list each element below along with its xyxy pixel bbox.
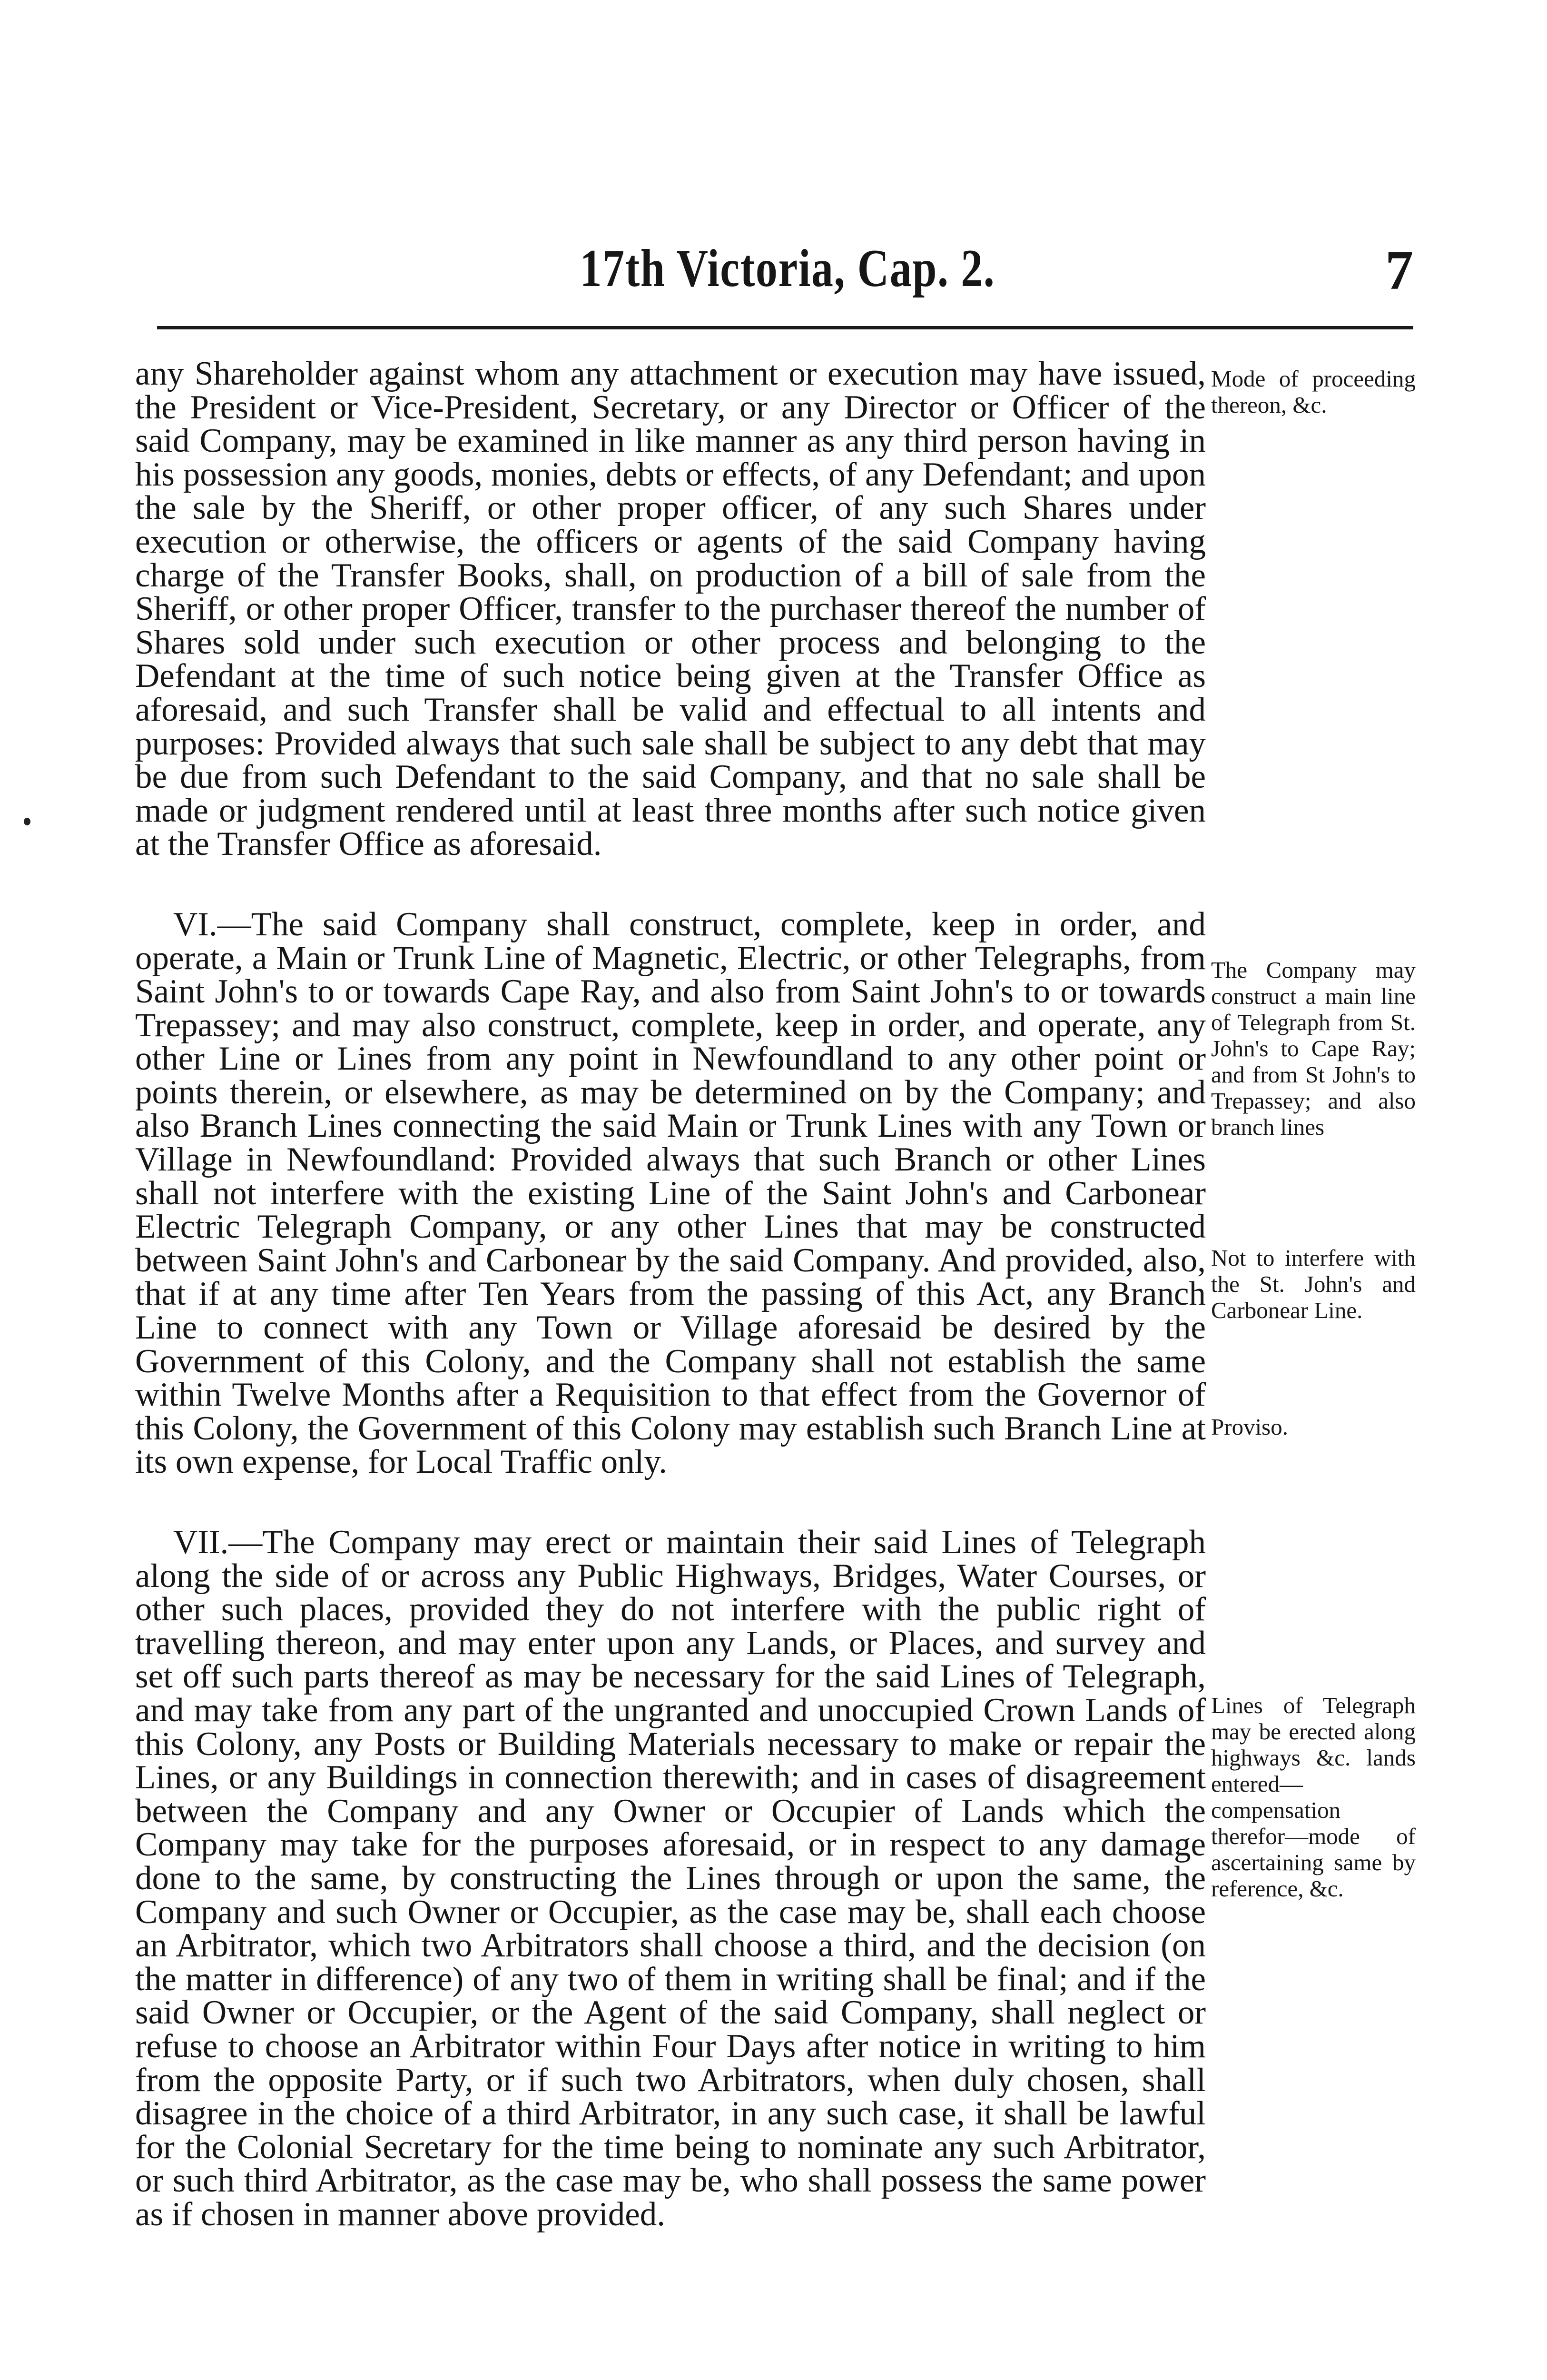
page-header: [157, 238, 1418, 309]
margin-note-not-to-interfere: Not to interfere with the St. John's and Carbonear Line.: [1211, 1245, 1416, 1323]
section-vi-text: VI.—The said Company shall construct, complete, keep in order, and operate, a Main or Trunk Line of Magnetic, Electric, or other Telegraphs, from Saint John's to or towards Cape Ray, and also from Saint John's to or towards Trepassey; and may also construct, complete, keep in order, and operate, any other Line or Lines from any point in Newfoundland to any other point or points therein, or elsewhere, as may be determined on by the Company; and also Branch Lines connecting the said Main or Trunk Lines with any Town or Village in Newfoundland: Provided always that such Branch or other Lines shall not interfere with the existing Line of the Saint John's and Carbonear Electric Telegraph Company, or any other Lines that may be constructed between Saint John's and Carbonear by the said Company. And provided, also, that if at any time after Ten Years from the passing of this Act, any Branch Line to connect with any Town or Village aforesaid be desired by the Government of this Colony, and the Company shall not establish the same within Twelve Months after a Requisition to that effect from the Governor of this Colony, the Government of this Colony may establish such Branch Line at its own expense, for Local Traffic only.: [135, 905, 1206, 1481]
section-spacer: [135, 1479, 1206, 1526]
section-vi: [135, 905, 1206, 1481]
section-spacer: [135, 861, 1206, 908]
margin-note-proviso: Proviso.: [1211, 1414, 1289, 1440]
page-number: 7: [1385, 239, 1413, 301]
margin-note-lines-of-telegraph: Lines of Telegraph may be erected along highways &c. lands entered—compensation therefor—mode of ascertaining same by reference, &c.: [1211, 1692, 1416, 1902]
section-vii: [135, 1526, 1206, 2231]
running-title: 17th Victoria, Cap. 2.: [580, 239, 995, 298]
paragraph-continuation: any Shareholder against whom any attachment or execution may have issued, the President or Vice-President, Secretary, or any Director or Officer of the said Company, may be examined in like manner as any third person having in his possession any goods, monies, debts or effects, of any Defendant; and upon the sale by the Sheriff, or other proper officer, of any such Shares under execution or otherwise, the officers or agents of the said Company having charge of the Transfer Books, shall, on production of a bill of sale from the Sheriff, or other proper Officer, transfer to the purchaser thereof the number of Shares sold under such execution or other process and belonging to the Defendant at the time of such notice being given at the Transfer Office as aforesaid, and such Transfer shall be valid and effectual to all intents and purposes: Provided always that such sale shall be subject to any debt that may be due from such Defendant to the said Company, and that no sale shall be made or judgment rendered until at least three months after such notice given at the Transfer Office as aforesaid.: [135, 355, 1206, 863]
margin-note-main-line: The Company may construct a main line of Telegraph from St. John's to Cape Ray; and from St John's to Trepassey; and also branch lines: [1211, 957, 1416, 1140]
margin-note-mode-of-proceeding: Mode of proceeding thereon, &c.: [1211, 366, 1416, 418]
main-text-column: [135, 357, 1206, 2231]
header-rule: [157, 326, 1413, 329]
ink-speck: [24, 818, 30, 825]
section-vii-text: VII.—The Company may erect or maintain their said Lines of Telegraph along the side of or across any Public Highways, Bridges, Water Courses, or other such places, provided they do not interfere with the public right of travelling thereon, and may enter upon any Lands, or Places, and survey and set off such parts thereof as may be necessary for the said Lines of Telegraph, and may take from any part of the ungranted and unoccupied Crown Lands of this Colony, any Posts or Building Materials necessary to make or repair the Lines, or any Buildings in connection therewith; and in cases of disagreement between the Company and any Owner or Occupier of Lands which the Company may take for the purposes aforesaid, or in respect to any damage done to the same, by constructing the Lines through or upon the same, the Company and such Owner or Occupier, as the case may be, shall each choose an Arbitrator, which two Arbitrators shall choose a third, and the decision (on the matter in difference) of any two of them in writing shall be final; and if the said Owner or Occupier, or the Agent of the said Company, shall neglect or refuse to choose an Arbitrator within Four Days after notice in writing to him from the opposite Party, or if such two Arbitrators, when duly chosen, shall disagree in the choice of a third Arbitrator, in any such case, it shall be lawful for the Colonial Secretary for the time being to nominate any such Arbitrator, or such third Arbitrator, as the case may be, who shall possess the same power as if chosen in manner above provided.: [135, 1524, 1206, 2233]
